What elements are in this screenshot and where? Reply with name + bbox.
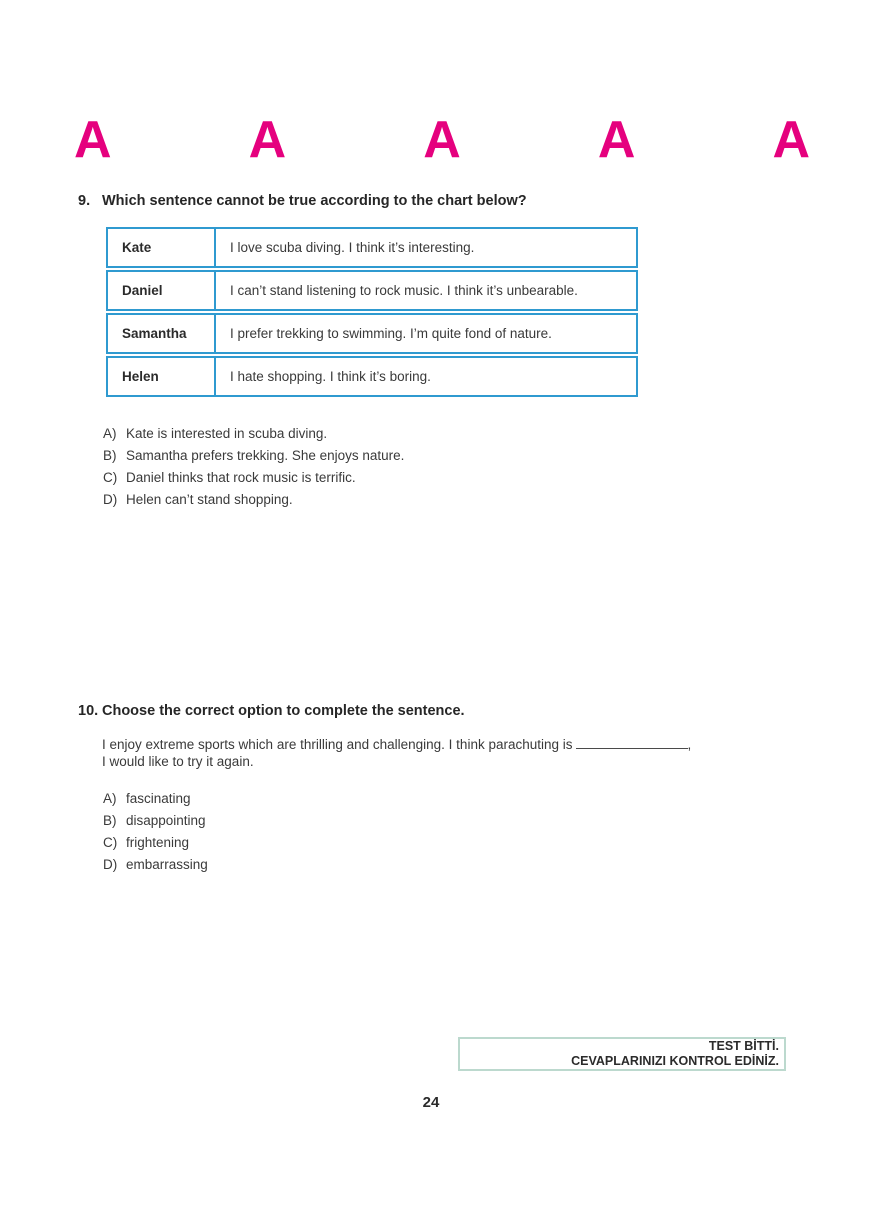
option-text: Helen can’t stand shopping. — [126, 491, 293, 507]
option-letter: D) — [103, 491, 118, 507]
header-letter-row — [74, 111, 810, 169]
sentence-before-blank: I enjoy extreme sports which are thrilling and challenging. I think parachuting is — [102, 737, 573, 752]
chart-row — [106, 270, 638, 311]
after-blank-punctuation: , — [687, 737, 692, 752]
chart-table — [106, 227, 638, 399]
chart-statement-cell: I love scuba diving. I think it’s interesting. — [230, 240, 475, 255]
option-text: disappointing — [126, 812, 206, 828]
header-letter: A — [74, 111, 112, 169]
paragraph-line1 — [102, 736, 691, 753]
option-text: frightening — [126, 834, 190, 850]
option-a — [103, 422, 404, 444]
question9-number: 9. — [78, 193, 91, 209]
header-letter: A — [423, 111, 461, 169]
chart-name-cell: Samantha — [108, 315, 216, 352]
option-b — [103, 444, 404, 466]
header-letter: A — [597, 111, 636, 169]
chart-row — [106, 356, 638, 397]
option-d — [103, 488, 404, 510]
question10-paragraph — [102, 736, 691, 770]
answer-blank — [576, 737, 688, 749]
option-letter: C) — [103, 469, 118, 485]
chart-name-cell: Kate — [108, 229, 216, 266]
header-letter: A — [248, 111, 287, 169]
option-letter: B) — [103, 447, 117, 463]
option-text: Samantha prefers trekking. She enjoys nature. — [126, 447, 405, 463]
option-a — [103, 787, 208, 809]
option-letter: A) — [103, 790, 117, 806]
question9-options — [103, 422, 404, 510]
end-of-test-line2: CEVAPLARINIZI KONTROL EDİNİZ. — [571, 1054, 779, 1068]
option-letter: A) — [103, 425, 117, 441]
option-letter: B) — [103, 812, 117, 828]
option-text: Daniel thinks that rock music is terrific. — [126, 469, 356, 485]
page-number: 24 — [422, 1094, 440, 1111]
chart-statement-cell: I can’t stand listening to rock music. I think it’s unbearable. — [230, 283, 578, 298]
option-text: fascinating — [126, 790, 191, 806]
question9-prompt: Which sentence cannot be true according to the chart below? — [102, 193, 527, 209]
header-letter: A — [772, 111, 810, 169]
option-d — [103, 853, 208, 875]
option-text: embarrassing — [126, 856, 208, 872]
chart-statement-cell: I hate shopping. I think it’s boring. — [230, 369, 431, 384]
option-text: Kate is interested in scuba diving. — [126, 425, 328, 441]
chart-statement-cell: I prefer trekking to swimming. I’m quite fond of nature. — [230, 326, 552, 341]
question10-prompt: Choose the correct option to complete the sentence. — [102, 703, 465, 719]
option-c — [103, 466, 404, 488]
chart-row — [106, 227, 638, 268]
end-of-test-box — [458, 1037, 786, 1071]
end-of-test-line1: TEST BİTTİ. — [708, 1039, 779, 1053]
question10-heading — [78, 703, 818, 720]
option-letter: C) — [103, 834, 118, 850]
option-letter: D) — [103, 856, 118, 872]
option-c — [103, 831, 208, 853]
chart-row — [106, 313, 638, 354]
chart-name-cell: Helen — [108, 358, 216, 395]
chart-name-cell: Daniel — [108, 272, 216, 309]
question9-heading — [78, 193, 818, 210]
paragraph-line2: I would like to try it again. — [102, 754, 254, 769]
question10-options — [103, 787, 208, 875]
question10-number: 10. — [78, 703, 99, 719]
option-b — [103, 809, 208, 831]
